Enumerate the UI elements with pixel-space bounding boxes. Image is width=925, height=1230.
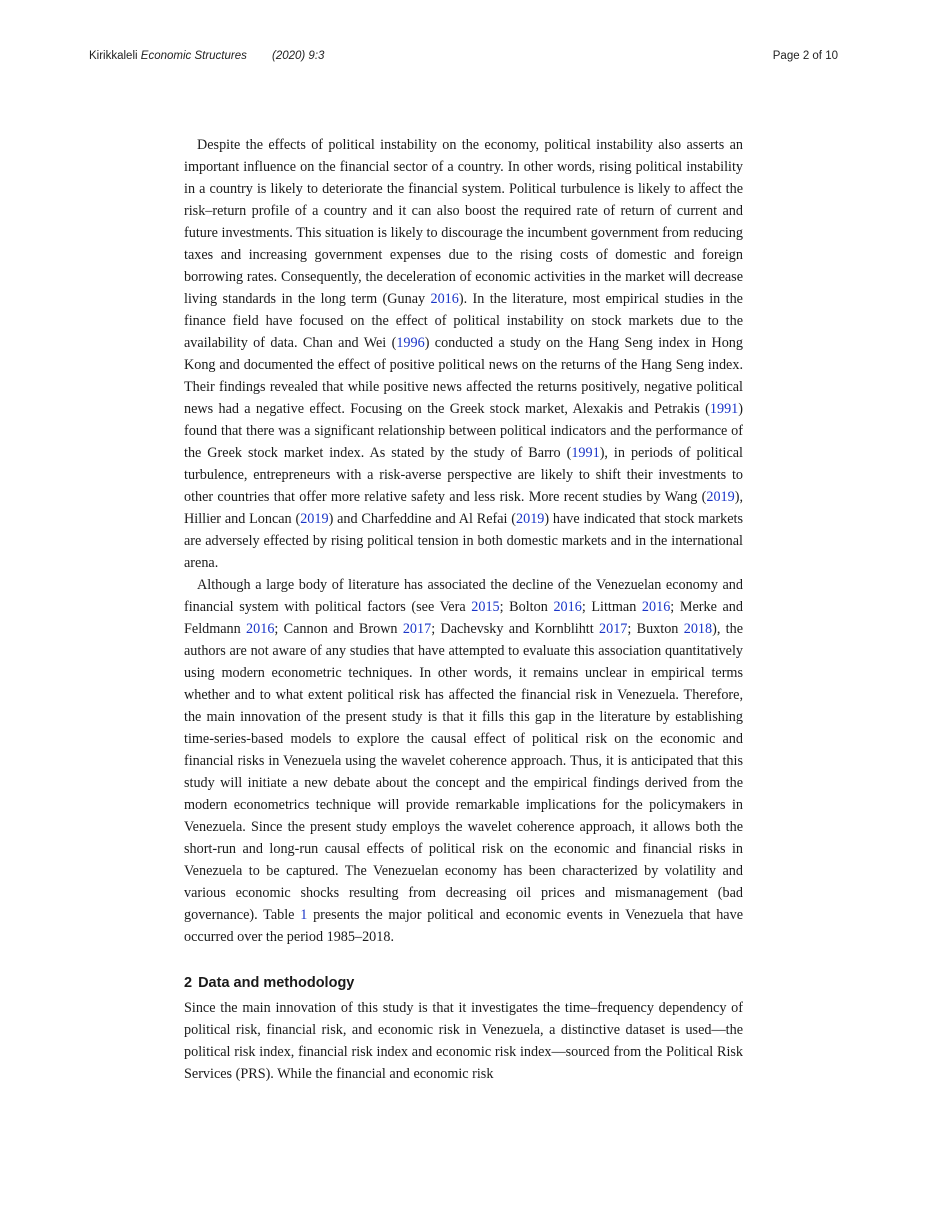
- citation-link[interactable]: 1996: [396, 335, 425, 351]
- citation-link[interactable]: 2016: [641, 599, 671, 615]
- table-link[interactable]: 1: [300, 907, 308, 923]
- citation-link[interactable]: 2016: [246, 621, 275, 637]
- citation-link[interactable]: 1991: [571, 445, 600, 461]
- header-journal: Economic Structures: [140, 50, 247, 62]
- header-volume: (2020) 9:3: [272, 50, 325, 62]
- header-page-number: Page 2 of 10: [772, 50, 838, 62]
- citation-link[interactable]: 2015: [471, 599, 500, 615]
- citation-link[interactable]: 2018: [683, 621, 713, 637]
- paragraph-venezuela-literature: Although a large body of literature has associated the decline of the Venezuelan economy and financial system with political factors (see Vera 2015; Bolton 2016; Littman 2016; Merke and Feldmann 2016; Cannon and Brown 2017; Dachevsky and Kornblihtt 2017; Buxton 2018), the authors are not aware of any studies that have attempted to evaluate this association quantitatively using modern econometric techniques. In other words, it remains unclear in empirical terms whether and to what extent political risk has affected the financial risk in Venezuela. Therefore, the main innovation of the present study is that it fills this gap in the literature by establishing time-series-based models to explore the causal effect of political risk on the economic and financial risks in Venezuela using the wavelet coherence approach. Thus, it is anticipated that this study will initiate a new debate about the concept and the empirical findings derived from the modern econometrics technique will provide remarkable implications for the policymakers in Venezuela. Since the present study employs the wavelet coherence approach, it allows both the short-run and long-run causal effects of political risk on the economic and financial risks in Venezuela to be captured. The Venezuelan economy has been characterized by volatility and various economic shocks resulting from decreasing oil prices and mismanagement (bad governance). Table 1 presents the major political and economic events in Venezuela that have occurred over the period 1985–2018.: [184, 577, 744, 945]
- citation-link[interactable]: 2017: [599, 621, 628, 637]
- citation-link[interactable]: 1991: [709, 401, 739, 417]
- article-body: [184, 134, 743, 1085]
- citation-link[interactable]: 2019: [300, 511, 329, 527]
- citation-link[interactable]: 2016: [430, 291, 459, 307]
- citation-link[interactable]: 2019: [516, 511, 545, 527]
- section-title: Data and methodology: [198, 975, 355, 991]
- section-number: 2: [184, 975, 193, 991]
- header-author: Kirikkaleli Economic Structures: [89, 50, 247, 62]
- citation-link[interactable]: 2016: [553, 599, 582, 615]
- citation-link[interactable]: 2019: [706, 489, 735, 505]
- section-heading: [184, 972, 743, 994]
- paragraph-political-instability: Despite the effects of political instability on the economy, political instability also asserts an important influence on the financial sector of a country. In other words, rising political instability in a country is likely to deteriorate the financial system. Political turbulence is likely to affect the risk–return profile of a country and it can also boost the required rate of return of current and future investments. This situation is likely to discourage the incumbent government from reducing taxes and increasing government expenses due to the rising costs of domestic and foreign borrowing rates. Consequently, the deceleration of economic activities in the market will decrease living standards in the long term (Gunay 2016). In the literature, most empirical studies in the finance field have focused on the effect of political instability on stock markets due to the availability of data. Chan and Wei (1996) conducted a study on the Hang Seng index in Hong Kong and documented the effect of positive political news on the returns of the Hang Seng index. Their findings revealed that while positive news affected the returns positively, negative political news had a negative effect. Focusing on the Greek stock market, Alexakis and Petrakis (1991) found that there was a significant relationship between political indicators and the performance of the Greek stock market index. As stated by the study of Barro (1991), in periods of political turbulence, entrepreneurs with a risk-averse perspective are likely to shift their investments to other countries that offer more relative safety and less risk. More recent studies by Wang (2019), Hillier and Loncan (2019) and Charfeddine and Al Refai (2019) have indicated that stock markets are adversely effected by rising political tension in both domestic markets and in the international arena.: [184, 137, 744, 571]
- citation-link[interactable]: 2017: [402, 621, 432, 637]
- paragraph-data-methodology: Since the main innovation of this study is that it investigates the time–frequency dependency of political risk, financial risk, and economic risk in Venezuela, a distinctive dataset is used—the political risk index, financial risk index and economic risk index—sourced from the Political Risk Services (PRS). While the financial and economic risk: [184, 1000, 743, 1082]
